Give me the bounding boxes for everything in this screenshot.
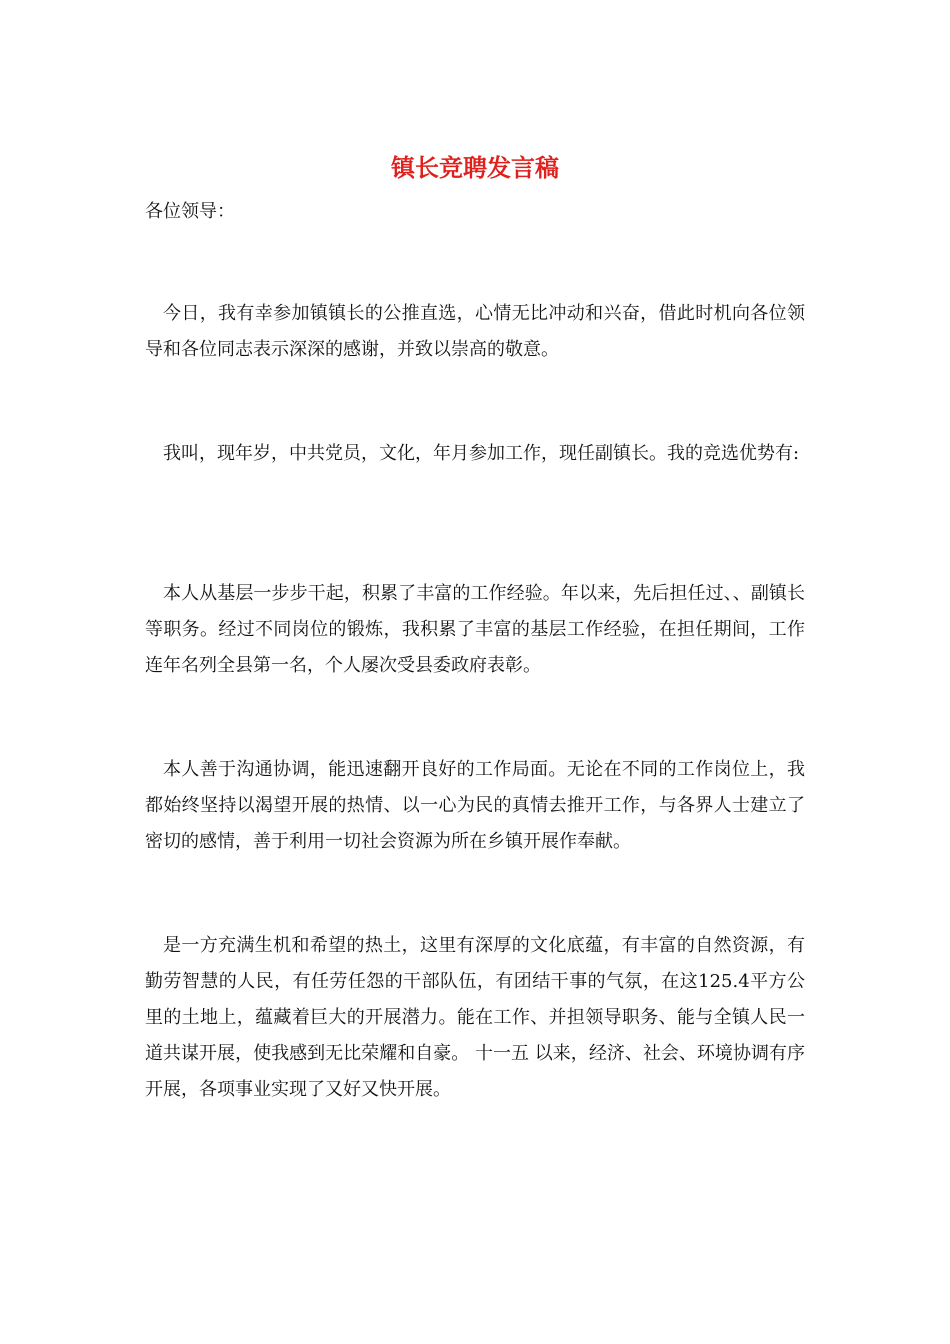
paragraph-5: 是一方充满生机和希望的热土，这里有深厚的文化底蕴，有丰富的自然资源，有勤劳智慧的人民，有任劳任怨的干部队伍，有团结干事的气氛，在这125.4平方公里的土地上，蕴藏着巨大的开展潜力。能在工作、并担领导职务、能与全镇人民一道共谋开展，使我感到无比荣耀和自豪。 十一五 以来，经济、社会、环境协调有序开展，各项事业实现了又好又快开展。 — [145, 935, 805, 1100]
document-title: 镇长竞聘发言稿 — [391, 153, 559, 182]
paragraph-2: 我叫，现年岁，中共党员，文化，年月参加工作，现任副镇长。我的竞选优势有: — [163, 443, 800, 464]
paragraph-1: 今日，我有幸参加镇镇长的公推直选，心情无比冲动和兴奋，借此时机向各位领导和各位同志表示深深的感谢，并致以崇高的敬意。 — [145, 303, 805, 360]
paragraph-3: 本人从基层一步步干起，积累了丰富的工作经验。年以来，先后担任过、、副镇长等职务。经过不同岗位的锻炼，我积累了丰富的基层工作经验，在担任期间，工作连年名列全县第一名，个人屡次受县委政府表彰。 — [145, 583, 805, 676]
paragraph-4: 本人善于沟通协调，能迅速翻开良好的工作局面。无论在不同的工作岗位上，我都始终坚持以渴望开展的热情、以一心为民的真情去推开工作，与各界人士建立了密切的感情，善于利用一切社会资源为所在乡镇开展作奉献。 — [145, 759, 805, 852]
salutation: 各位领导： — [145, 201, 235, 222]
